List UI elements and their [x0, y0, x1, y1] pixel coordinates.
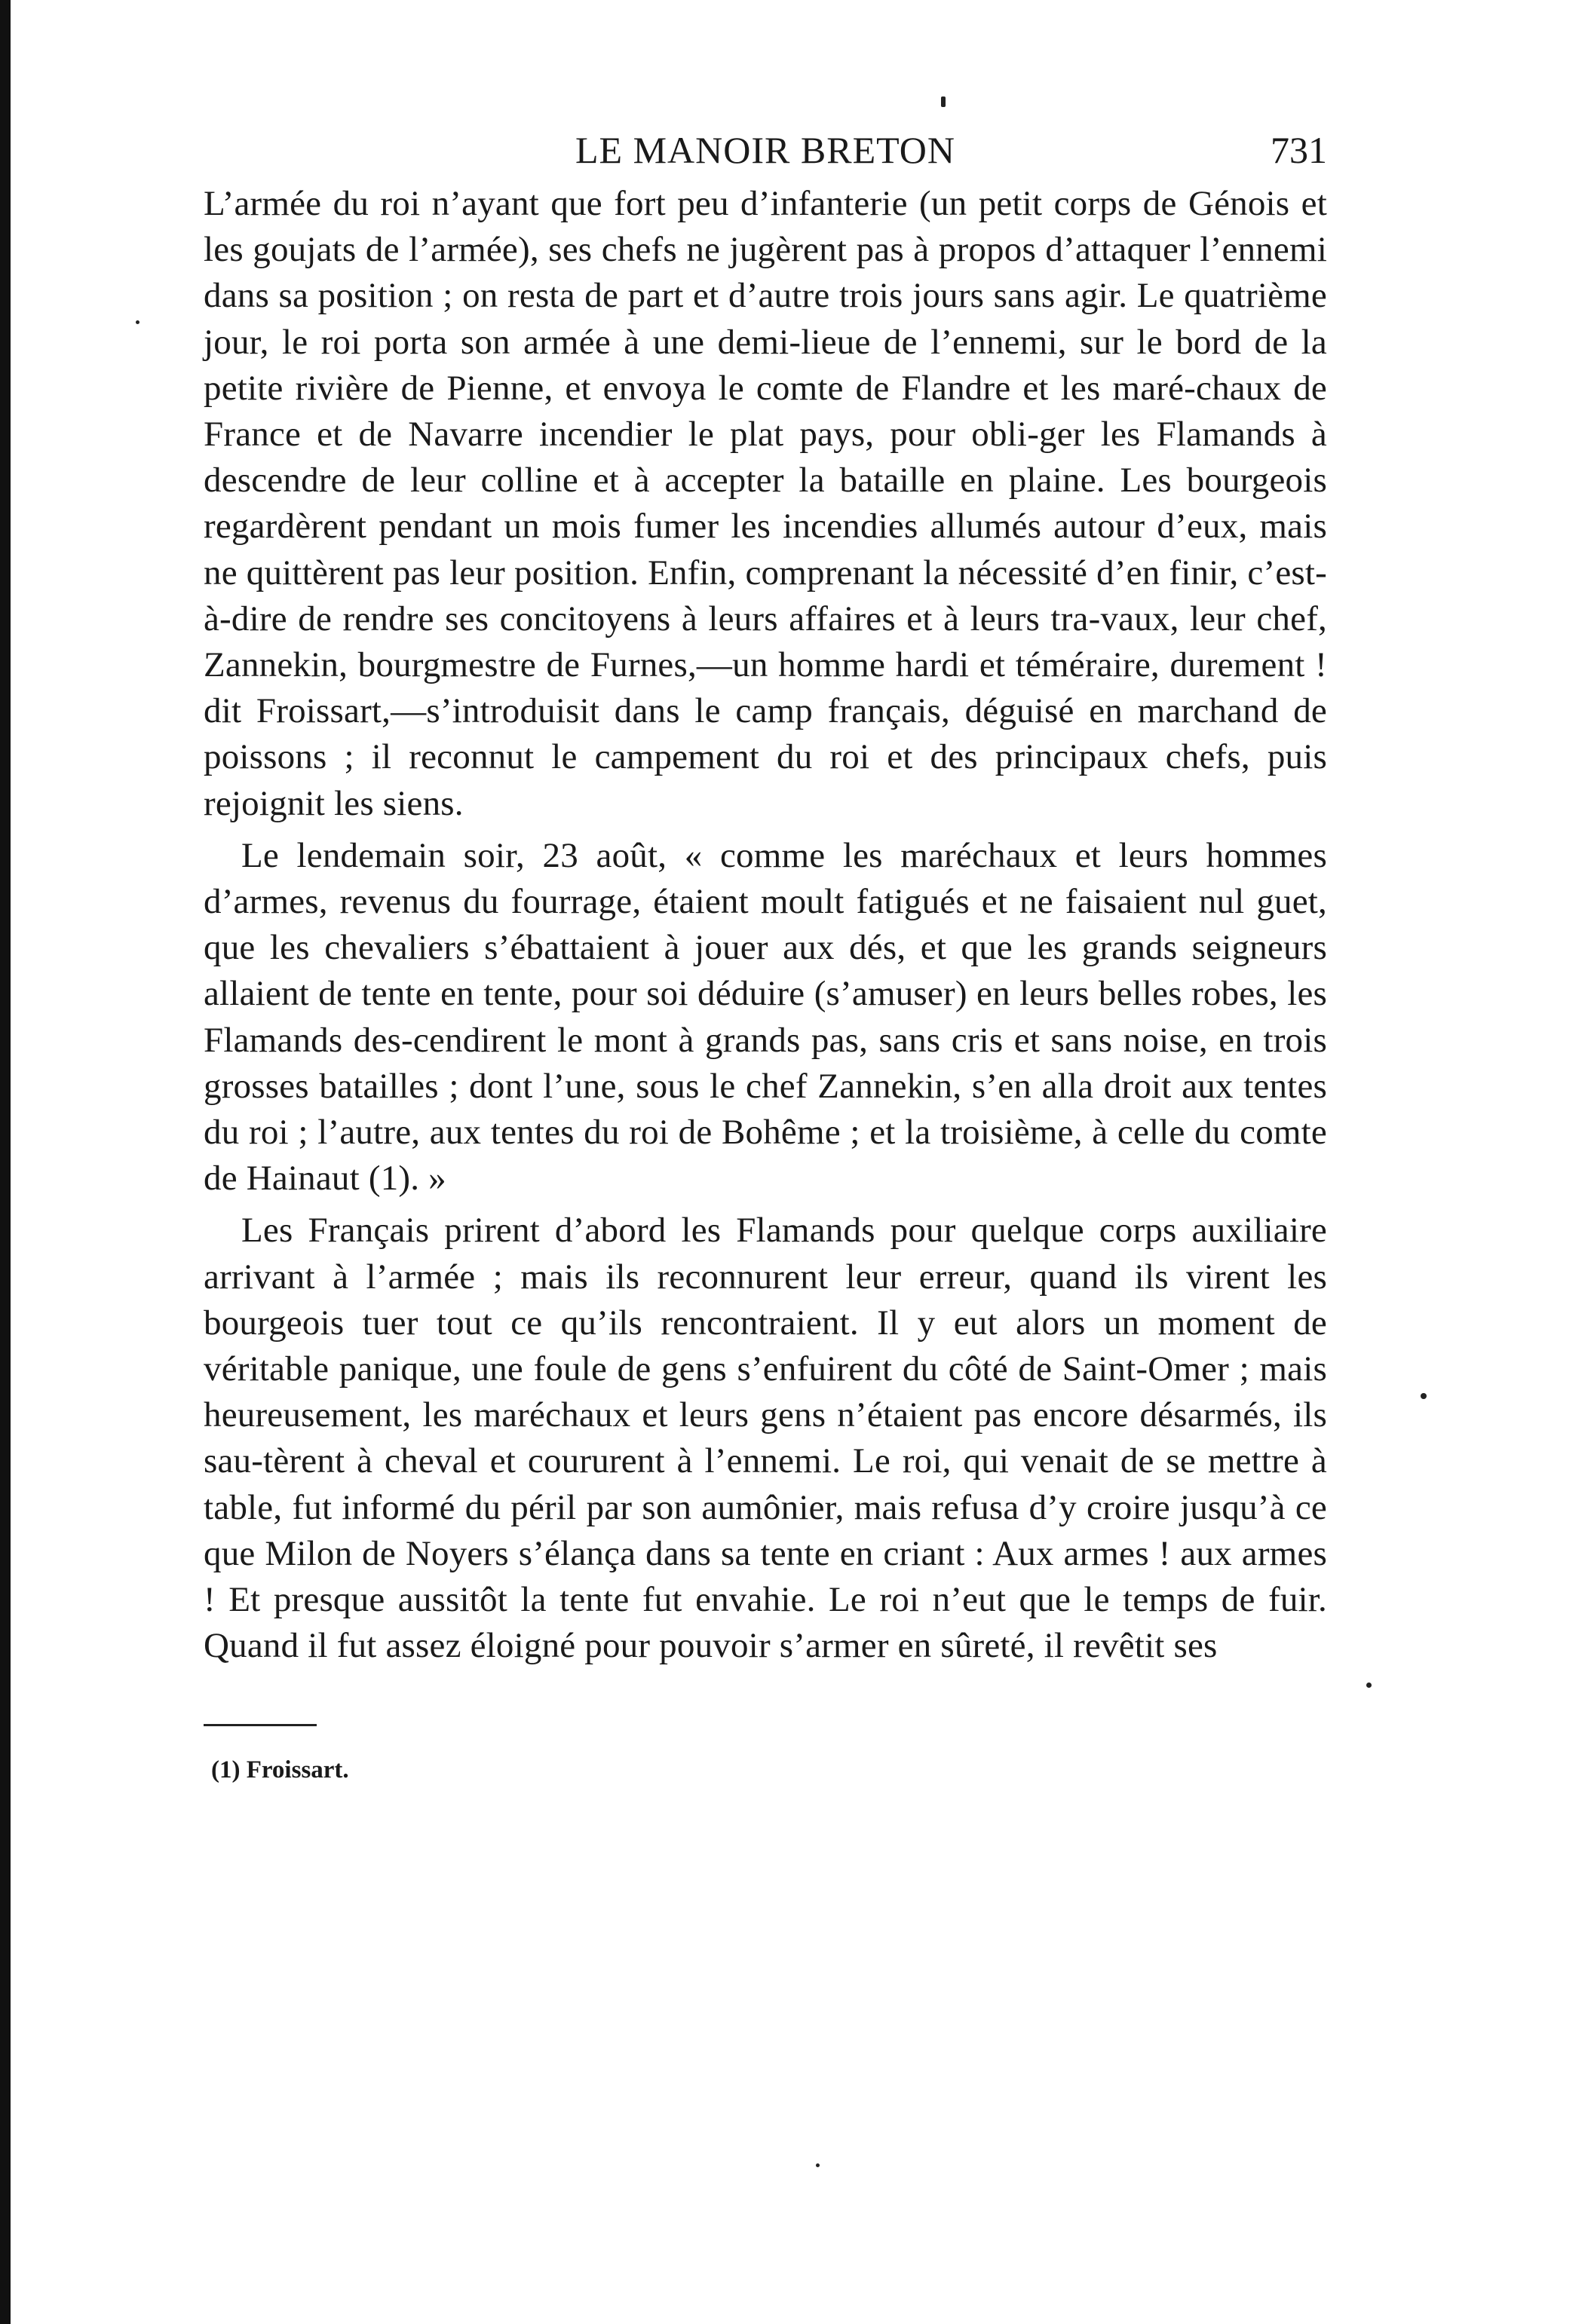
scan-speck	[816, 2163, 820, 2167]
footnote-rule	[204, 1724, 317, 1726]
running-title: LE MANOIR BRETON	[575, 129, 955, 171]
running-head	[204, 113, 1327, 181]
book-page	[204, 113, 1327, 1785]
page-number: 731	[1271, 129, 1327, 171]
paragraph-2: Le lendemain soir, 23 août, « comme les maréchaux et leurs hommes d’armes, revenus du fourrage, étaient moult fatigués et ne faisaient nul guet, que les chevaliers s’ébattaient à jouer aux dés, et que les grands seigneurs allaient de tente en tente, pour soi déduire (s’amuser) en leurs belles robes, les Flamands des-cendirent le mont à grands pas, sans cris et sans noise, en trois grosses batailles ; dont l’une, sous le chef Zannekin, s’en alla droit aux tentes du roi ; l’autre, aux tentes du roi de Bohême ; et la troisième, à celle du comte de Hainaut (1). »	[204, 835, 1327, 1199]
scan-speck	[941, 96, 946, 107]
scan-speck	[1366, 1683, 1372, 1688]
paragraph-1: L’armée du roi n’ayant que fort peu d’infanterie (un petit corps de Génois et les goujats de l’armée), ses chefs ne jugèrent pas à propos d’attaquer l’ennemi dans sa position ; on resta de part et d’autre trois jours sans agir. Le quatrième jour, le roi porta son armée à une demi-lieue de l’ennemi, sur le bord de la petite rivière de Pienne, et envoya le comte de Flandre et les maré-chaux de France et de Navarre incendier le plat pays, pour obli-ger les Flamands à descendre de leur colline et à accepter la bataille en plaine. Les bourgeois regardèrent pendant un mois fumer les incendies allumés autour d’eux, mais ne quittèrent pas leur position. Enfin, comprenant la nécessité d’en finir, c’est-à-dire de rendre ses concitoyens à leurs affaires et à leurs tra-vaux, leur chef, Zannekin, bourgmestre de Furnes,—un homme hardi et téméraire, durement ! dit Froissart,—s’introduisit dans le camp français, déguisé en marchand de poissons ; il reconnut le campement du roi et des principaux chefs, puis rejoignit les siens.	[204, 184, 1327, 823]
binding-edge	[0, 0, 11, 2324]
scan-speck	[1421, 1393, 1427, 1399]
scan-speck	[136, 320, 139, 324]
footnote: (1) Froissart.	[211, 1756, 349, 1784]
paragraph-3: Les Français prirent d’abord les Flamands pour quelque corps auxiliaire arrivant à l’armée ; mais ils reconnurent leur erreur, quand ils virent les bourgeois tuer tout ce qu’ils rencontraient. Il y eut alors un moment de véritable panique, une foule de gens s’enfuirent du côté de Saint-Omer ; mais heureusement, les maréchaux et leurs gens n’étaient pas encore désarmés, ils sau-tèrent à cheval et coururent à l’ennemi. Le roi, qui venait de se mettre à table, fut informé du péril par son aumônier, mais refusa d’y croire jusqu’à ce que Milon de Noyers s’élança dans sa tente en criant : Aux armes ! aux armes ! Et presque aussitôt la tente fut envahie. Le roi n’eut que le temps de fuir. Quand il fut assez éloigné pour pouvoir s’armer en sûreté, il revêtit ses	[204, 1211, 1327, 1666]
text-block	[204, 181, 1327, 1670]
